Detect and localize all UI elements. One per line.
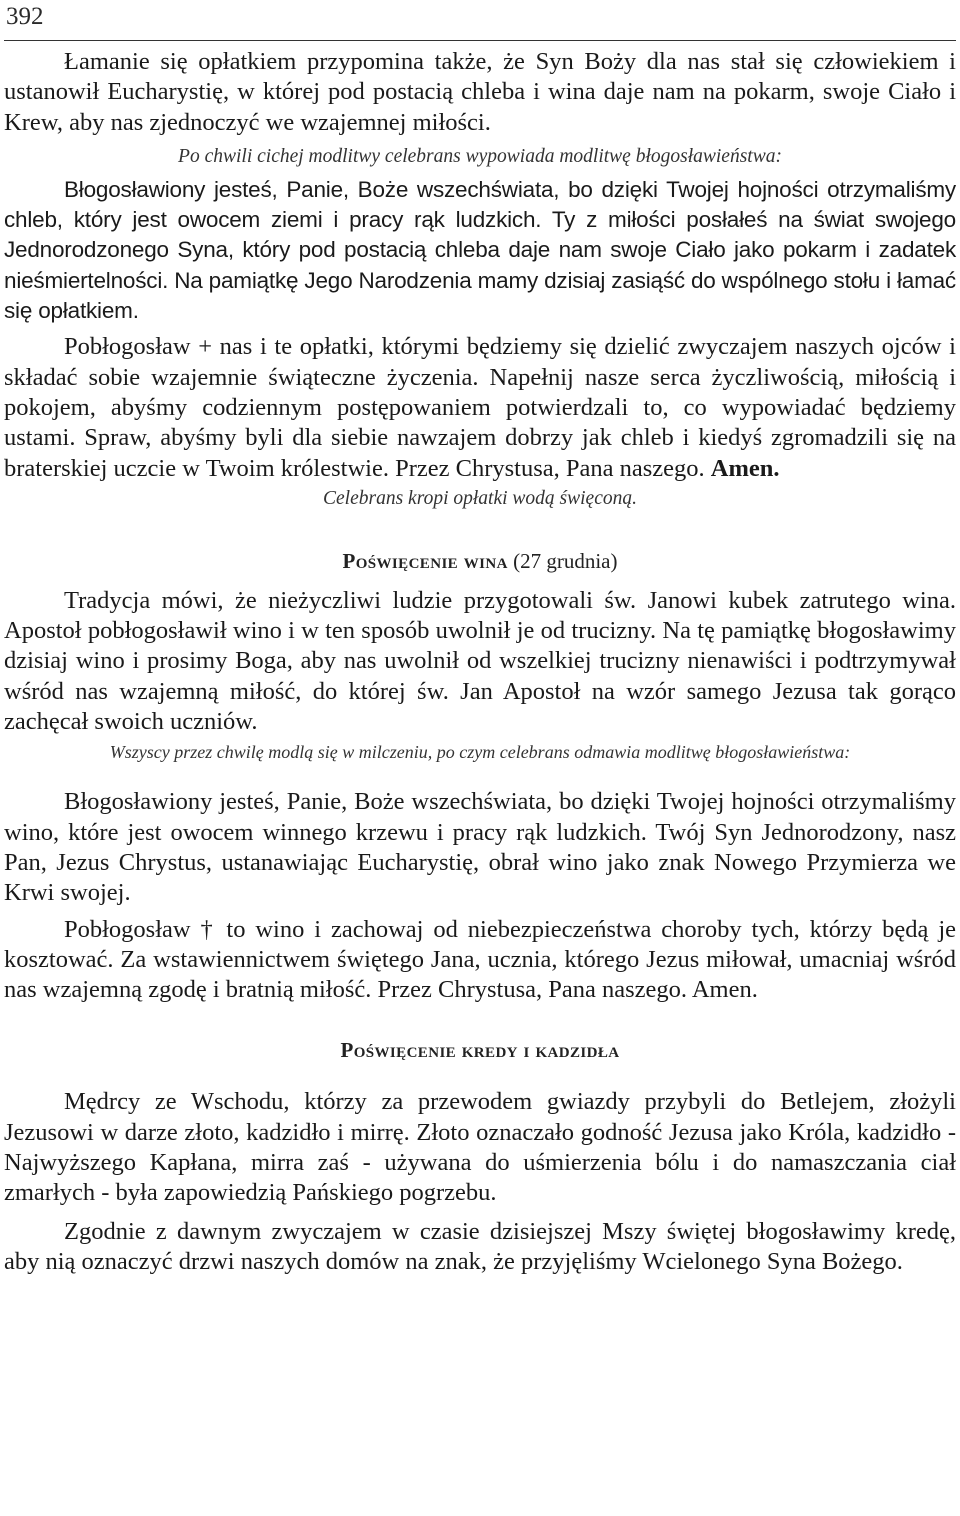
rubric-blessing-intro: Po chwili cichej modlitwy celebrans wypowiada modlitwę błogosławieństwa: xyxy=(178,145,782,167)
section-heading-wine xyxy=(4,546,956,576)
blessing-prayer-bread: Błogosławiony jesteś, Panie, Boże wszechświata, bo dzięki Twojej hojności otrzymaliśmy chleb, który jest owocem ziemi i pracy rąk ludzkich. Ty z miłości posłałeś na świat swojego Jednorodzonego Syna, który pod postacią chleba daje nam swoje Ciało jako pokarm i zadatek nieśmiertelności. Na pamiątkę Jego Narodzenia mamy dzisiaj zasiąść do wspólnego stołu i łamać się opłatkiem. xyxy=(4,176,956,324)
chalk-blessing-paragraph: Zgodnie z dawnym zwyczajem w czasie dzisiejszej Mszy świętej błogosławimy kredę, aby nią oznaczyć drzwi naszych domów na znak, że przyjęliśmy Wcielonego Syna Bożego. xyxy=(4,1217,956,1275)
wine-blessing-petition: Pobłogosław † to wino i zachowaj od niebezpieczeństwa choroby tych, którzy będą je kosztować. Za wstawiennictwem świętego Jana, ucznia, którego Jezus miłował, umacniaj wśród nas wzajemną zgodę i bratnią miłość. Przez Chrystusa, Pana naszego. Amen. xyxy=(4,915,956,1004)
blessing-prayer-wafers xyxy=(4,332,956,483)
rubric-silent-prayer: Wszyscy przez chwilę modlą się w milczeniu, po czym celebrans odmawia modlitwę błogosławieństwa: xyxy=(109,742,851,763)
rubric-holy-water: Celebrans kropi opłatki wodą święconą. xyxy=(323,487,637,509)
wine-tradition-paragraph: Tradycja mówi, że nieżyczliwi ludzie przygotowali św. Janowi kubek zatrutego wina. Apostoł pobłogosławił wino i w ten sposób uwolnił je od trucizny. Na tę pamiątkę błogosławimy dzisiaj wino i prosimy Boga, aby nas uwolnił od wszelkiej trucizny nienawiści i podtrzymywał wśród nas wzajemną miłość, do której św. Jan Apostoł na wzór samego Jezusa tak gorąco zachęcał swoich uczniów. xyxy=(4,586,956,736)
page-content xyxy=(4,47,956,1277)
section-title-wine: Poświęcenie wina xyxy=(342,548,508,573)
page-number: 392 xyxy=(6,3,44,30)
magi-paragraph: Mędrcy ze Wschodu, którzy za przewodem gwiazdy przybyli do Betlejem, złożyli Jezusowi w darze złoto, kadzidło i mirrę. Złoto oznaczało godność Jezusa jako Króla, kadzidło - Najwyższego Kapłana, mirra zaś - używana do uśmierzenia bólu i do namaszczania ciał zmarłych - była zapowiedzią Pańskiego pogrzebu. xyxy=(4,1088,956,1207)
intro-paragraph: Łamanie się opłatkiem przypomina także, że Syn Boży dla nas stał się człowiekiem i ustanowił Eucharystię, w której pod postacią chleba i wina daje nam na pokarm, swoje Ciało i Krew, aby nas zjednoczyć we wzajemnej miłości. xyxy=(4,48,956,136)
section-heading-chalk-incense xyxy=(4,1035,956,1065)
amen-label: Amen. xyxy=(710,454,780,482)
wine-blessing-prayer: Błogosławiony jesteś, Panie, Boże wszechświata, bo dzięki Twojej hojności otrzymaliśmy wino, które jest owocem winnego krzewu i pracy rąk ludzkich. Twój Syn Jednorodzony, nasz Pan, Jezus Chrystus, ustanawiając Eucharystię, obrał wino jako znak Nowego Przymierza we Krwi swojej. xyxy=(4,788,956,907)
section-title-chalk-incense: Poświęcenie kredy i kadzidła xyxy=(340,1038,620,1063)
section-date-wine: (27 grudnia) xyxy=(513,548,618,573)
blessing-prayer-wafers-text: Pobłogosław + nas i te opłatki, którymi będziemy się dzielić zwyczajem naszych ojców i składać sobie wzajemnie świąteczne życzenia. Napełnij nasze serca życzliwością, miłością i pokojem, abyśmy codziennym postępowaniem potwierdzali to, co wypowiadać będziemy ustami. Spraw, abyśmy byli dla siebie nawzajem dobrzy jak chleb i kiedyś zgromadzili się na braterskiej uczcie w Twoim królestwie. Przez Chrystusa, Pana naszego. xyxy=(4,333,956,482)
header-rule xyxy=(4,40,956,41)
